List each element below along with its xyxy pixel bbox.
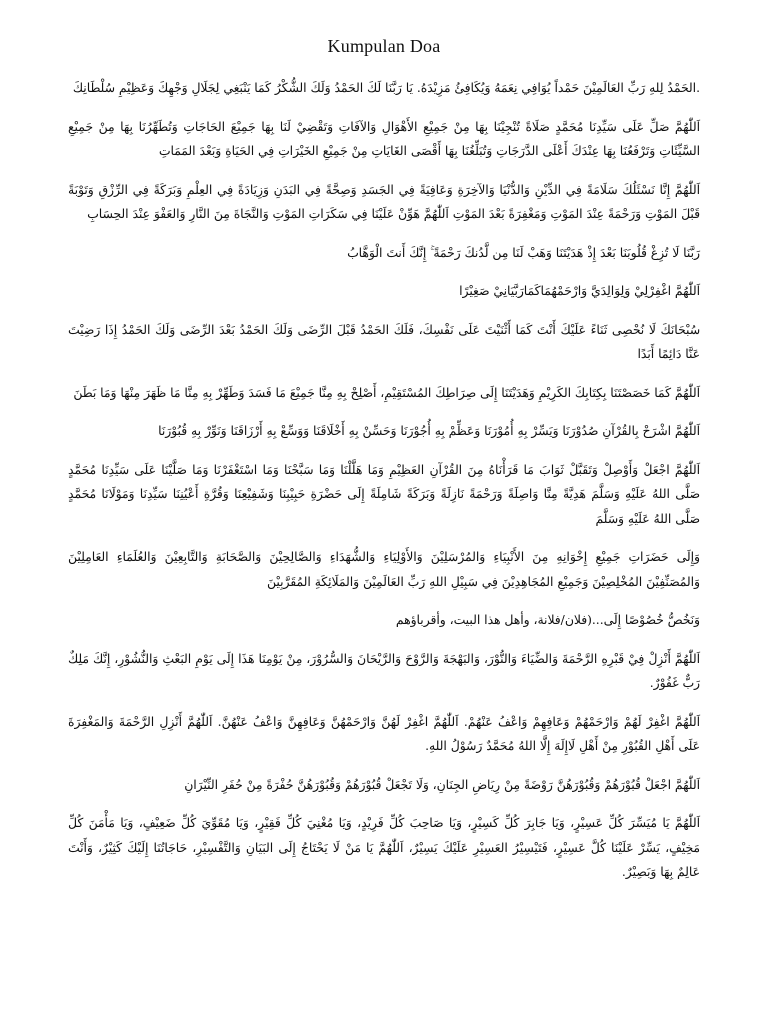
prayer-paragraph: اَللّٰهُمَّ صَلِّ عَلَى سَيِّدِنَا مُحَمَّدٍ صَلَاةً تُنْجِيْنَا بِهَا مِنْ جَمِيْعِ الأَهْوَالِ وَالآفَاتِ وَتَقْضِيْ لَنَا بِهَا جَمِيْعَ الحَاجَاتِ وَتُطَهِّرُنَا بِهَا مِنْ جَمِيْعِ السَّيِّئَاتِ وَتَرْفَعُنَا بِهَا عِنْدَكَ أَعْلَى الدَّرَجَاتِ وَتُبَلِّغُنَا بِهَا أَقْصَى الغَايَاتِ مِنْ جَمِيْعِ الخَيْرَاتِ فِي الحَيَاةِ وَبَعْدَ المَمَاتِ xyxy=(68,119,700,158)
prayer-paragraph: اَللّٰهُمَّ اغْفِرْ لَهُمْ وَارْحَمْهُمْ وَعَافِهِمْ وَاعْفُ عَنْهُمْ. اَللّٰهُمَّ اغْفِرْ لَهُنَّ وَارْحَمْهُنَّ وَعَافِهِنَّ وَاعْفُ عَنْهُنَّ. اَللّٰهُمَّ أَنْزِلِ الرَّحْمَةَ وَالمَغْفِرَةَ عَلَى أَهْلِ القُبُوْرِ مِنْ أَهْلِ لَاإِلَهَ إِلَّا اللهُ مُحَمَّدٌ رَسُوْلُ اللهِ. xyxy=(68,714,700,753)
prayer-paragraph: وَإِلَى حَضَرَاتِ جَمِيْعِ إِخْوَانِهِ مِنَ الأَنْبِيَاءِ وَالمُرْسَلِيْنَ وَالأَوْلِيَاءِ وَالشُّهَدَاءِ وَالصَّالِحِيْنَ وَالصَّحَابَةِ وَالتَّابِعِيْنَ وَالعُلَمَاءِ العَامِلِيْنَ وَالمُصَنِّفِيْنَ المُخْلِصِيْنَ وَجَمِيْعِ المُجَاهِدِيْنَ فِي سَبِيْلِ اللهِ رَبِّ العَالَمِيْنَ وَالمَلَائِكَةِ المُقَرَّبِيْنَ xyxy=(68,550,700,589)
prayer-paragraph: اَللّٰهُمَّ اشْرَحْ بِالقُرْآنِ صُدُوْرَنَا وَيَسِّرْ بِهِ أُمُوْرَنَا وَعَظِّمْ بِهِ أُجُوْرَنَا وَحَسِّنْ بِهِ أَخْلَاقَنَا وَوَسِّعْ بِهِ أَرْزَاقَنَا وَنَوِّرْ بِهِ قُبُوْرَنَا xyxy=(158,424,700,438)
prayer-paragraph: اَللّٰهُمَّ يَا مُيَسِّرَ كُلِّ عَسِيْرٍ، وَيَا جَابِرَ كُلِّ كَسِيْرٍ، وَيَا صَاحِبَ كُلِّ فَرِيْدٍ، وَيَا مُغْنِيَ كُلِّ فَقِيْرٍ، وَيَا مُقَوِّيَ كُلِّ ضَعِيْفٍ، وَيَا مَأْمَنَ كُلِّ مَخِيْفٍ، يَسِّرْ عَلَيْنَا كُلَّ عَسِيْرٍ، فَتَيْسِيْرُ العَسِيْرِ عَلَيْكَ يَسِيْرٌ، اَللّٰهُمَّ يَا مَنْ لَا يَحْتَاجُ إِلَى البَيَانِ وَالتَّفْسِيْرِ، حَاجَاتُنَا إِلَيْكَ كَثِيْرٌ، وَأَنْتَ عَالِمٌ بِهَا وَبَصِيْرٌ. xyxy=(68,816,700,879)
prayer-paragraph: اَللّٰهُمَّ اغْفِرْلِيْ وَلِوَالِدَيَّ وَارْحَمْهُمَاكَمَارَبَّيَانِيْ صَغِيْرًا xyxy=(459,284,700,298)
prayer-paragraph: .الحَمْدُ لِلهِ رَبِّ العَالَمِيْنَ حَمْداً يُوَافِي نِعَمَهُ وَيُكَافِئُ مَزِيْدَهُ. يَا رَبَّنَا لَكَ الحَمْدُ وَلَكَ الشُّكْرُ كَمَا يَنْبَغِي لِجَلَالِ وَجْهِكَ وَعَظِيْمِ سُلْطَانِكَ xyxy=(72,81,700,95)
prayer-paragraph: اَللّٰهُمَّ أَنْزِلْ فِيْ قَبْرِهِ الرَّحْمَةَ وَالضِّيَاءَ وَالنُّوْرَ، وَالبَهْجَةَ وَالرَّوْحَ وَالرَّيْحَانَ وَالسُّرُوْرَ، مِنْ يَوْمِنَا هَذَا إِلَى يَوْمِ البَعْثِ وَالنُّشُوْرِ، إِنَّكَ مَلِكٌ رَبٌّ غَفُوْرٌ. xyxy=(68,651,700,690)
prayer-paragraph: اَللّٰهُمَّ كَمَا خَصَصْتَنَا بِكِتَابِكَ الكَرِيْمِ وَهَدَيْتَنَا إِلَى صِرَاطِكَ المُسْتَقِيْمِ، أَصْلِحْ بِهِ مِنَّا جَمِيْعَ مَا فَسَدَ وَطَهِّرْ بِهِ مِنَّا مَا ظَهَرَ مِنْهَا وَمَا بَطَنَ xyxy=(73,385,700,400)
prayer-list xyxy=(68,76,700,899)
prayer-paragraph: اَللّٰهُمَّ اجْعَلْ وَأَوْصِلْ وَتَقَبَّلْ ثَوَابَ مَا قَرَأْنَاهُ مِنَ القُرْآنِ العَظِيْمِ وَمَا هَلَّلْنَا وَمَا سَبَّحْنَا وَمَا اسْتَغْفَرْنَا وَمَا صَلَّيْنَا عَلَى سَيِّدِنَا مُحَمَّدٍ صَلَّى اللهُ عَلَيْهِ وَسَلَّمَ هَدِيَّةً مِنَّا وَاصِلَةً وَرَحْمَةً نَازِلَةً وَبَرَكَةً شَامِلَةً إِلَى حَضْرَةِ حَبِيْبِنَا وَشَفِيْعِنَا وَقُرَّةِ أَعْيُنِنَا سَيِّدِنَا وَمَوْلَانَا مُحَمَّدٍ صَلَّى اللهُ عَلَيْهِ وَسَلَّمَ xyxy=(68,462,700,526)
prayer-paragraph: اَللّٰهُمَّ إِنَّا نَسْئَلُكَ سَلَامَةً فِي الدِّيْنِ وَالدُّنْيَا وَالآخِرَةِ وَعَافِيَةً فِي الجَسَدِ وَصِحَّةً فِي البَدَنِ وَزِيَادَةً فِي العِلْمِ وَبَرَكَةً فِي الرِّزْقِ وَتَوْبَةً قَبْلَ المَوْتِ وَرَحْمَةً عِنْدَ المَوْتِ وَمَغْفِرَةً بَعْدَ المَوْتِ اَللّٰهُمَّ هَوِّنْ عَلَيْنَا فِي سَكَرَاتِ المَوْتِ وَالنَّجَاةَ مِنَ النَّارِ وَالعَفْوَ عِنْدَ الحِسَابِ xyxy=(68,182,700,221)
prayer-paragraph: رَبَّنَا لَا تُزِغْ قُلُوبَنَا بَعْدَ إِذْ هَدَيْتَنَا وَهَبْ لَنَا مِن لَّدُنكَ رَحْمَةً ۚ إِنَّكَ أَنتَ الْوَهَّابُ xyxy=(347,245,700,260)
document-title: Kumpulan Doa xyxy=(327,36,441,56)
prayer-paragraph: سُبْحَانَكَ لَا نُحْصِى ثَنَاءً عَلَيْكَ أَنْتَ كَمَا أَثْنَيْتَ عَلَى نَفْسِكَ، فَلَكَ الحَمْدُ قَبْلَ الرِّضَى وَلَكَ الحَمْدُ بَعْدَ الرِّضَى وَلَكَ الحَمْدُ إِذَا رَضِيْتَ عَنَّا دَائِمًا أَبَدًا xyxy=(68,322,700,361)
prayer-paragraph: وَنَخُصُّ خُصُوْصًا إِلَى...(فلان/فلانة، وأهل هذا البيت، وأقرباؤهم xyxy=(395,613,700,627)
prayer-paragraph: اَللّٰهُمَّ اجْعَلْ قُبُوْرَهُمْ وَقُبُوْرَهُنَّ رَوْضَةً مِنْ رِيَاضِ الجِنَانِ، وَلَا تَجْعَلْ قُبُوْرَهُمْ وَقُبُوْرَهُنَّ حُفْرَةً مِنْ حُفَرِ النِّيْرَانِ xyxy=(184,777,700,792)
